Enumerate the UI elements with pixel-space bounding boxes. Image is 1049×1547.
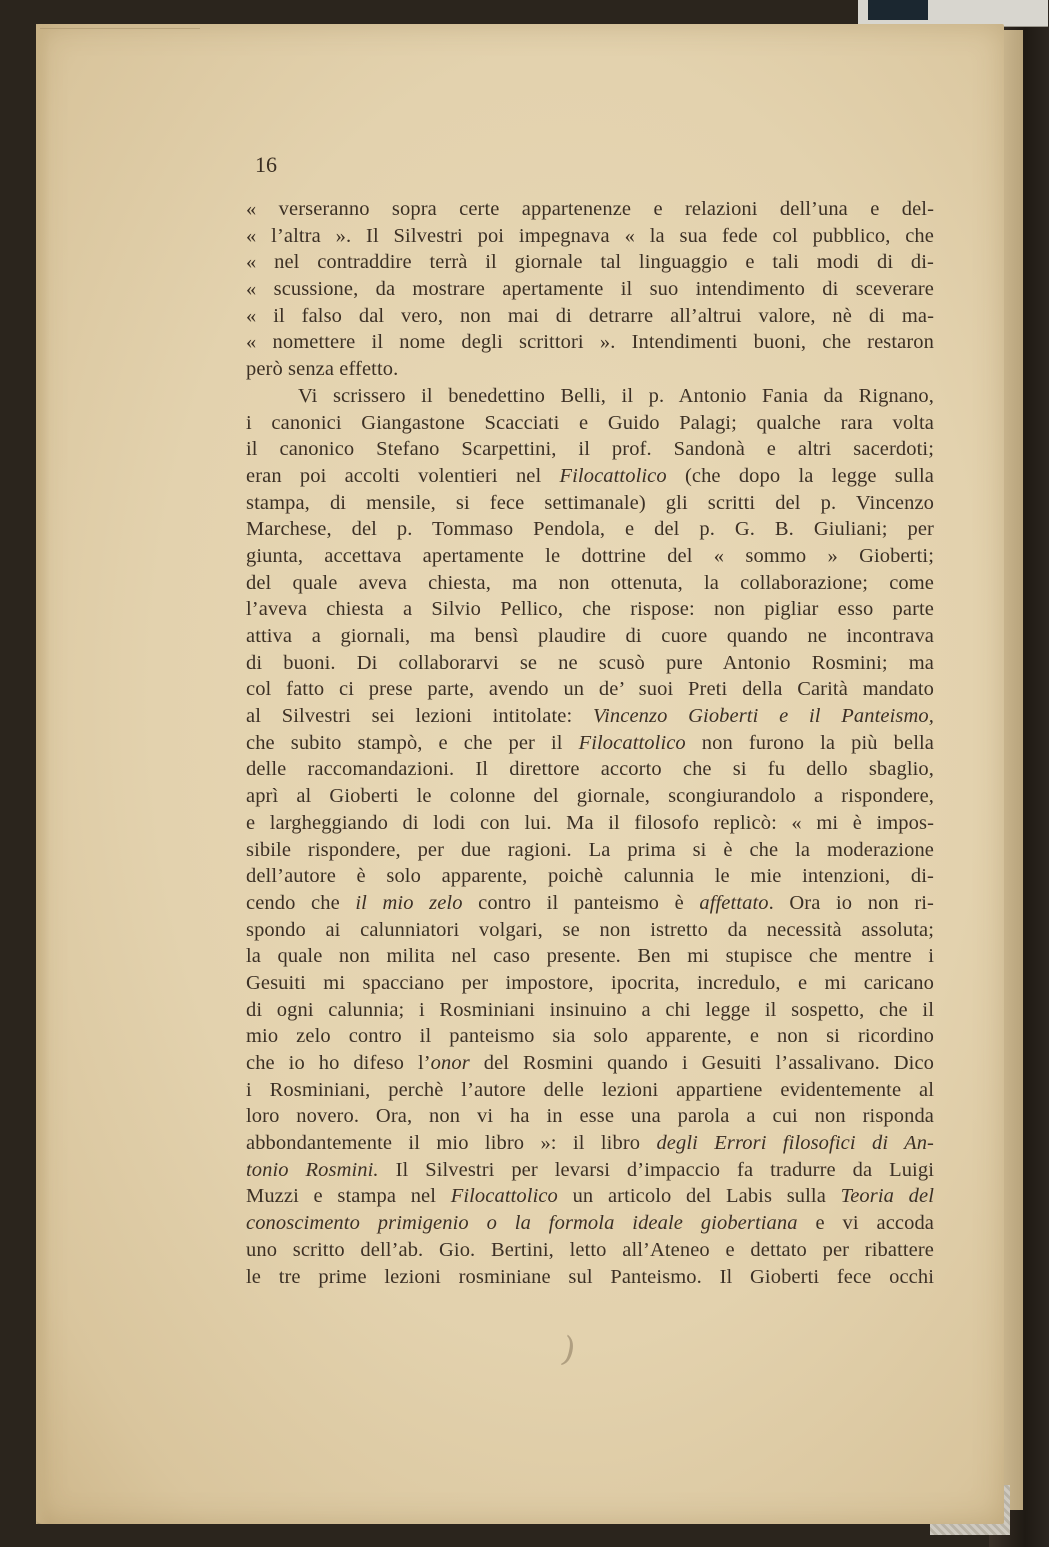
text-line	[246, 756, 934, 783]
text-segment: col fatto ci prese parte, avendo un de’ suoi Preti della Carità mandato	[246, 678, 934, 701]
text-segment: un articolo del Labis sulla	[557, 1185, 841, 1208]
text-line	[246, 223, 934, 250]
text-segment: « nomettere il nome degli scrittori ». Intendimenti buoni, che restaron	[246, 331, 934, 354]
text-line	[246, 1077, 934, 1104]
text-segment: Il Silvestri per levarsi d’impaccio fa tradurre da Luigi	[378, 1158, 934, 1181]
body-text	[246, 196, 934, 1290]
italic-text: Teoria del	[840, 1185, 934, 1208]
text-segment: i canonici Giangastone Scacciati e Guido Palagi; qualche rara volta	[246, 411, 934, 434]
text-line	[246, 837, 934, 864]
text-line	[246, 810, 934, 837]
italic-text: Filocattolico	[559, 464, 667, 487]
text-line	[246, 1023, 934, 1050]
text-segment: il canonico Stefano Scarpettini, il prof. Sandonà e altri sacerdoti;	[246, 438, 934, 461]
text-segment: mio zelo contro il panteismo sia solo apparente, e non si ricordino	[246, 1025, 934, 1048]
text-line	[246, 383, 934, 410]
text-segment: e vi accoda	[797, 1212, 934, 1235]
text-line	[246, 676, 934, 703]
text-line	[246, 730, 934, 757]
text-line	[246, 1103, 934, 1130]
text-line	[246, 1050, 934, 1077]
text-segment: l’aveva chiesta a Silvio Pellico, che rispose: non pigliar esso parte	[246, 598, 934, 621]
text-line	[246, 516, 934, 543]
text-segment: « l’altra ». Il Silvestri poi impegnava « la sua fede col pubblico, che	[246, 224, 934, 247]
text-segment: spondo ai calunniatori volgari, se non istretto da necessità assoluta;	[246, 918, 934, 941]
text-segment: abbondantemente il mio libro »: il libro	[246, 1132, 657, 1155]
text-segment: uno scritto dell’ab. Gio. Bertini, letto all’Ateneo e dettato per ribattere	[246, 1238, 934, 1261]
text-segment: al Silvestri sei lezioni intitolate:	[246, 705, 593, 728]
text-segment: però senza effetto.	[246, 358, 399, 381]
text-segment: Marchese, del p. Tommaso Pendola, e del p. G. B. Giuliani; per	[246, 518, 934, 541]
text-line	[246, 356, 934, 383]
text-line	[246, 196, 934, 223]
text-line	[246, 436, 934, 463]
text-segment: « nel contraddire terrà il giornale tal linguaggio e tali modi di di-	[246, 251, 934, 274]
text-line	[246, 1183, 934, 1210]
text-segment: aprì al Gioberti le colonne del giornale, scongiurandolo a rispondere,	[246, 785, 934, 808]
text-segment: eran poi accolti volentieri nel	[246, 464, 560, 487]
text-segment: loro novero. Ora, non vi ha in esse una parola a cui non risponda	[246, 1105, 934, 1128]
text-segment: delle raccomandazioni. Il direttore accorto che si fu dello sbaglio,	[246, 758, 934, 781]
text-segment: « il falso dal vero, non mai di detrarre all’altrui valore, nè di ma-	[246, 304, 934, 327]
text-segment: che io ho difeso l’	[246, 1052, 431, 1074]
text-segment: dell’autore è solo apparente, poichè calunnia le mie intenzioni, di-	[246, 865, 934, 888]
text-line	[246, 490, 934, 517]
text-segment: stampa, di mensile, si fece settimanale) gli scritti del p. Vincenzo	[246, 491, 934, 514]
italic-text: Filocattolico	[450, 1185, 558, 1208]
text-line	[246, 570, 934, 597]
text-line	[246, 1237, 934, 1264]
text-segment: Muzzi e stampa nel	[246, 1185, 451, 1208]
text-segment: sibile rispondere, per due ragioni. La prima si è che la moderazione	[246, 838, 934, 861]
text-line	[246, 463, 934, 490]
text-line	[246, 543, 934, 570]
text-line	[246, 890, 934, 917]
text-segment: di buoni. Di collaborarvi se ne scusò pure Antonio Rosmini; ma	[246, 651, 934, 674]
text-line	[246, 997, 934, 1024]
text-segment: « scussione, da mostrare apertamente il suo intendimento di sceverare	[246, 278, 934, 301]
text-segment: del quale aveva chiesta, ma non ottenuta, la collaborazione; come	[246, 571, 934, 594]
text-line	[246, 970, 934, 997]
italic-text: Filocattolico	[578, 731, 686, 754]
text-segment: la quale non milita nel caso presente. Ben mi stupisce che mentre i	[246, 945, 934, 968]
text-line	[246, 303, 934, 330]
italic-text: Vincenzo Gioberti e il Panteismo,	[593, 705, 934, 728]
text-segment: Gesuiti mi spacciano per impostore, ipocrita, incredulo, e mi caricano	[246, 971, 934, 994]
page-number: 16	[255, 152, 277, 177]
text-segment: di ogni calunnia; i Rosminiani insinuino a chi legge il sospetto, che il	[246, 998, 934, 1021]
italic-text: tonio Rosmini.	[246, 1158, 379, 1181]
text-segment: contro il panteismo è	[462, 891, 700, 914]
text-line	[246, 276, 934, 303]
text-line	[246, 917, 934, 944]
text-segment: attiva a giornali, ma bensì plaudire di cuore quando ne incontrava	[246, 625, 934, 647]
text-segment: non furono la più bella	[685, 731, 934, 754]
text-segment: . Ora io non ri-	[768, 891, 934, 914]
text-line	[246, 943, 934, 970]
text-line	[246, 410, 934, 437]
text-line	[246, 1130, 934, 1157]
text-line	[246, 703, 934, 730]
text-line	[246, 1264, 934, 1291]
text-segment: e largheggiando di lodi con lui. Ma il filosofo replicò: « mi è impos-	[246, 811, 934, 834]
text-line	[246, 249, 934, 276]
italic-text: affettato	[699, 891, 769, 914]
italic-text: conoscimento primigenio o la formola ideale giobertiana	[246, 1212, 798, 1235]
text-segment: le tre prime lezioni rosminiane sul Panteismo. Il Gioberti fece occhi	[246, 1265, 934, 1288]
text-line	[246, 1210, 934, 1237]
italic-text: il mio zelo	[355, 891, 463, 914]
text-segment: cendo che	[246, 891, 356, 914]
text-line	[246, 596, 934, 623]
page-gutter-shadow	[36, 24, 50, 1524]
text-segment: del Rosmini quando i Gesuiti l’assalivano. Dico	[469, 1052, 934, 1074]
text-segment: che subito stampò, e che per il	[246, 731, 579, 754]
text-line	[246, 783, 934, 810]
pencil-mark: )	[557, 1329, 580, 1371]
italic-text: degli Errori filosofici di An-	[656, 1132, 934, 1155]
page-corner-crease	[40, 28, 200, 47]
text-segment: Vi scrissero il benedettino Belli, il p. Antonio Fania da Rignano,	[298, 384, 934, 407]
text-line	[246, 863, 934, 890]
italic-text: onor	[430, 1052, 470, 1074]
text-segment: i Rosminiani, perchè l’autore delle lezioni appartiene evidentemente al	[246, 1078, 934, 1101]
calibration-tab-dark-patch	[868, 0, 928, 20]
text-line	[246, 329, 934, 356]
text-segment: « verseranno sopra certe appartenenze e relazioni dell’una e del-	[246, 198, 934, 220]
text-line	[246, 623, 934, 650]
text-segment: (che dopo la legge sulla	[666, 464, 935, 487]
text-line	[246, 1157, 934, 1184]
text-segment: giunta, accettava apertamente le dottrine del « sommo » Gioberti;	[246, 544, 934, 567]
text-line	[246, 650, 934, 677]
